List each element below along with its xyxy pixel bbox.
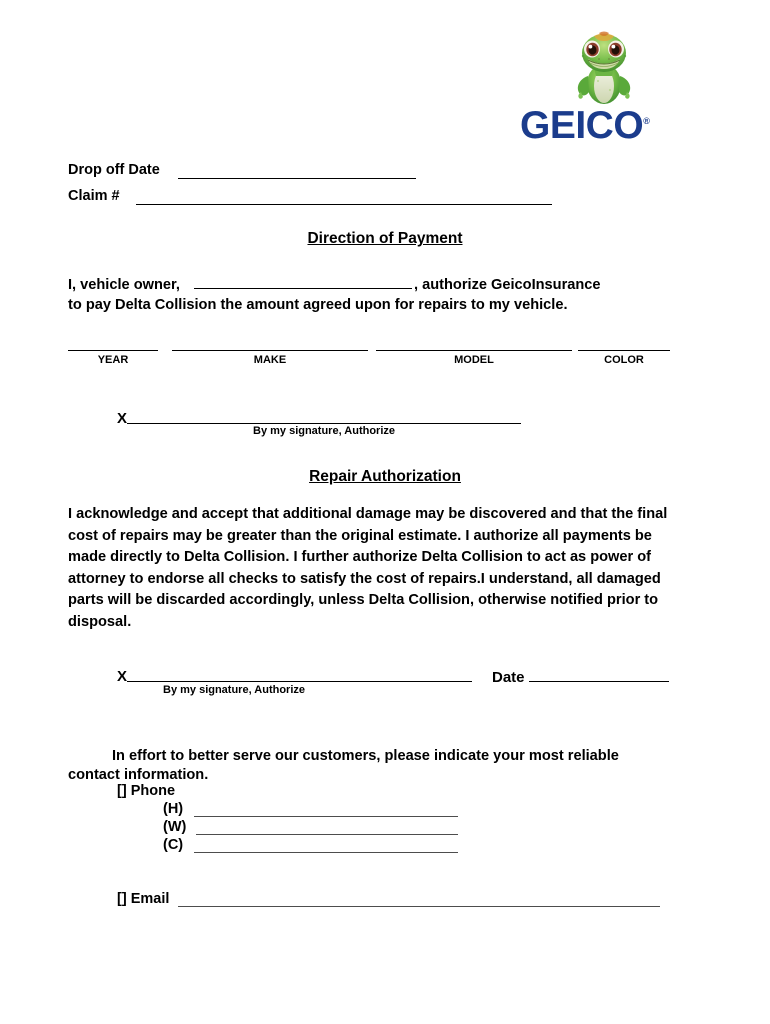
vehicle-color-field-line[interactable] <box>578 350 670 351</box>
email-field-line[interactable] <box>178 906 660 907</box>
date-label: Date <box>492 669 525 686</box>
vehicle-year-field-line[interactable] <box>68 350 158 351</box>
phone-cell-label: (C) <box>163 837 184 853</box>
drop-off-date-field-line[interactable] <box>178 178 416 179</box>
signature-one-caption: By my signature, Authorize <box>253 425 396 437</box>
signature-two-x-mark: X <box>117 668 128 685</box>
claim-number-field-line[interactable] <box>136 204 552 205</box>
date-field-line[interactable] <box>529 681 669 682</box>
direction-of-payment-heading: Direction of Payment <box>307 230 463 247</box>
gecko-mascot-icon <box>568 26 640 104</box>
vehicle-year-label: YEAR <box>97 354 129 366</box>
email-checkbox[interactable]: [] <box>117 891 127 907</box>
geico-wordmark-text: GEICO <box>520 104 644 147</box>
owner-statement-prefix: I, vehicle owner, <box>68 277 180 293</box>
repair-authorization-paragraph: I acknowledge and accept that additional damage may be discovered and that the final cost of repairs may be greater than the original estimate. I authorize all payments be made directly to Delta Collision. I further authorize Delta Collision to act as power of attorney to endorse all checks to satisfy the cost of repairs.I understand, all damaged parts will be discarded accordingly, unless Delta Collision, otherwise notified prior to disposal. <box>68 506 668 630</box>
signature-one-x-mark: X <box>117 410 128 427</box>
signature-one-field-line[interactable] <box>127 423 521 424</box>
phone-cell-field-line[interactable] <box>194 852 458 853</box>
drop-off-date-label: Drop off Date <box>68 162 160 178</box>
contact-intro-line-two: contact information. <box>68 767 209 783</box>
phone-label: Phone <box>130 783 176 799</box>
vehicle-model-field-line[interactable] <box>376 350 572 351</box>
phone-home-label: (H) <box>163 801 184 817</box>
owner-statement-line-two: to pay Delta Collision the amount agreed upon for repairs to my vehicle. <box>68 297 568 313</box>
geico-wordmark <box>520 104 695 147</box>
signature-two-caption: By my signature, Authorize <box>163 684 306 696</box>
phone-work-label: (W) <box>163 819 187 835</box>
phone-work-field-line[interactable] <box>196 834 458 835</box>
geico-logo <box>520 26 705 146</box>
owner-statement-suffix: , authorize GeicoInsurance <box>414 277 601 293</box>
vehicle-make-label: MAKE <box>253 354 287 366</box>
vehicle-color-label: COLOR <box>604 354 644 366</box>
phone-home-field-line[interactable] <box>194 816 458 817</box>
signature-two-field-line[interactable] <box>127 681 472 682</box>
claim-number-label: Claim # <box>68 188 120 204</box>
repair-authorization-heading: Repair Authorization <box>309 468 461 485</box>
phone-checkbox[interactable]: [] <box>117 783 127 799</box>
vehicle-make-field-line[interactable] <box>172 350 368 351</box>
email-label: Email <box>130 891 170 907</box>
vehicle-model-label: MODEL <box>454 354 494 366</box>
owner-name-field-line[interactable] <box>194 274 412 289</box>
contact-intro-line-one: In effort to better serve our customers, please indicate your most reliable <box>112 748 619 764</box>
registered-mark: ® <box>643 116 650 126</box>
